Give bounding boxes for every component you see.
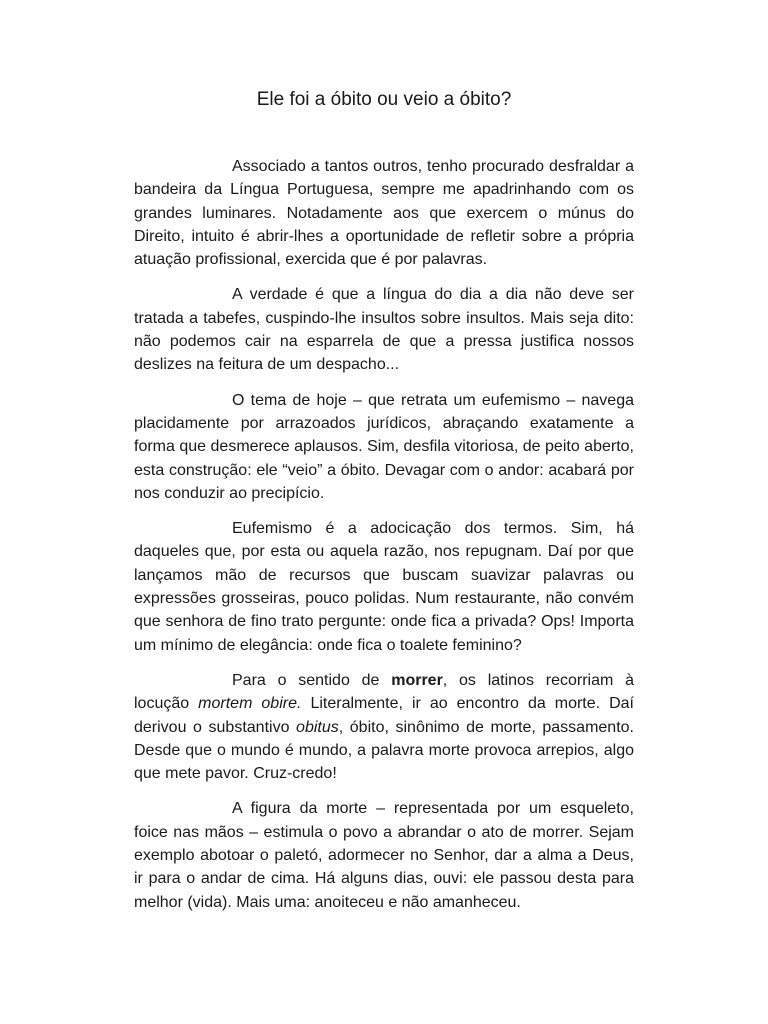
italic-text: mortem obire. [198, 695, 302, 713]
bold-text: morrer [391, 671, 443, 689]
italic-text: obitus [296, 718, 339, 736]
paragraph-text: , óbito, sinônimo de morte, passamento. Desde que o mundo é mundo, a palavra morte provoca arrepios, algo que mete pavor. Cruz-credo! [134, 718, 634, 783]
paragraph [134, 517, 634, 657]
paragraph [134, 283, 634, 376]
paragraph-text: A verdade é que a língua do dia a dia não deve ser tratada a tabefes, cuspindo-lhe insultos sobre insultos. Mais seja dito: não podemos cair na esparrela de que a pressa justifica nossos deslizes na feitura de um despacho... [134, 286, 634, 374]
paragraph-text: O tema de hoje – que retrata um eufemismo – navega placidamente por arrazoados jurídicos, abraçando exatamente a forma que desmerece aplausos. Sim, desfila vitoriosa, de peito aberto, esta construção: ele “veio” a óbito. Devagar com o andor: acabará por nos conduzir ao precipício. [134, 391, 634, 502]
paragraph [134, 797, 634, 913]
document-body [134, 155, 634, 914]
paragraph-text: Literalmente, ir ao encontro da morte. Daí derivou o substantivo [134, 695, 635, 736]
paragraph-text: A figura da morte – representada por um esqueleto, foice nas mãos – estimula o povo a abrandar o ato de morrer. Sejam exemplo abotoar o paletó, adormecer no Senhor, dar a alma a Deus, ir para o andar de cima. Há alguns dias, ouvi: ele passou desta para melhor (vida). Mais uma: anoiteceu e não amanheceu. [134, 800, 634, 911]
paragraph [134, 669, 634, 785]
document-title: Ele foi a óbito ou veio a óbito? [256, 89, 512, 110]
paragraph-text: Eufemismo é a adocicação dos termos. Sim, há daqueles que, por esta ou aquela razão, nos repugnam. Daí por que lançamos mão de recursos que buscam suavizar palavras ou expressões grosseiras, pouco polidas. Num restaurante, não convém que senhora de fino trato pergunte: onde fica a privada? Ops! Importa um mínimo de elegância: onde fica o toalete feminino? [134, 520, 634, 654]
paragraph-text: Associado a tantos outros, tenho procurado desfraldar a bandeira da Língua Portuguesa, sempre me apadrinhando com os grandes luminares. Notadamente aos que exercem o múnus do Direito, intuito é abrir-lhes a oportunidade de refletir sobre a própria atuação profissional, exercida que é por palavras. [134, 158, 634, 269]
paragraph-text: Para o sentido de [232, 671, 392, 689]
paragraph [134, 155, 634, 271]
paragraph [134, 389, 634, 505]
paragraph-text: , os latinos recorriam à locução [134, 671, 634, 713]
